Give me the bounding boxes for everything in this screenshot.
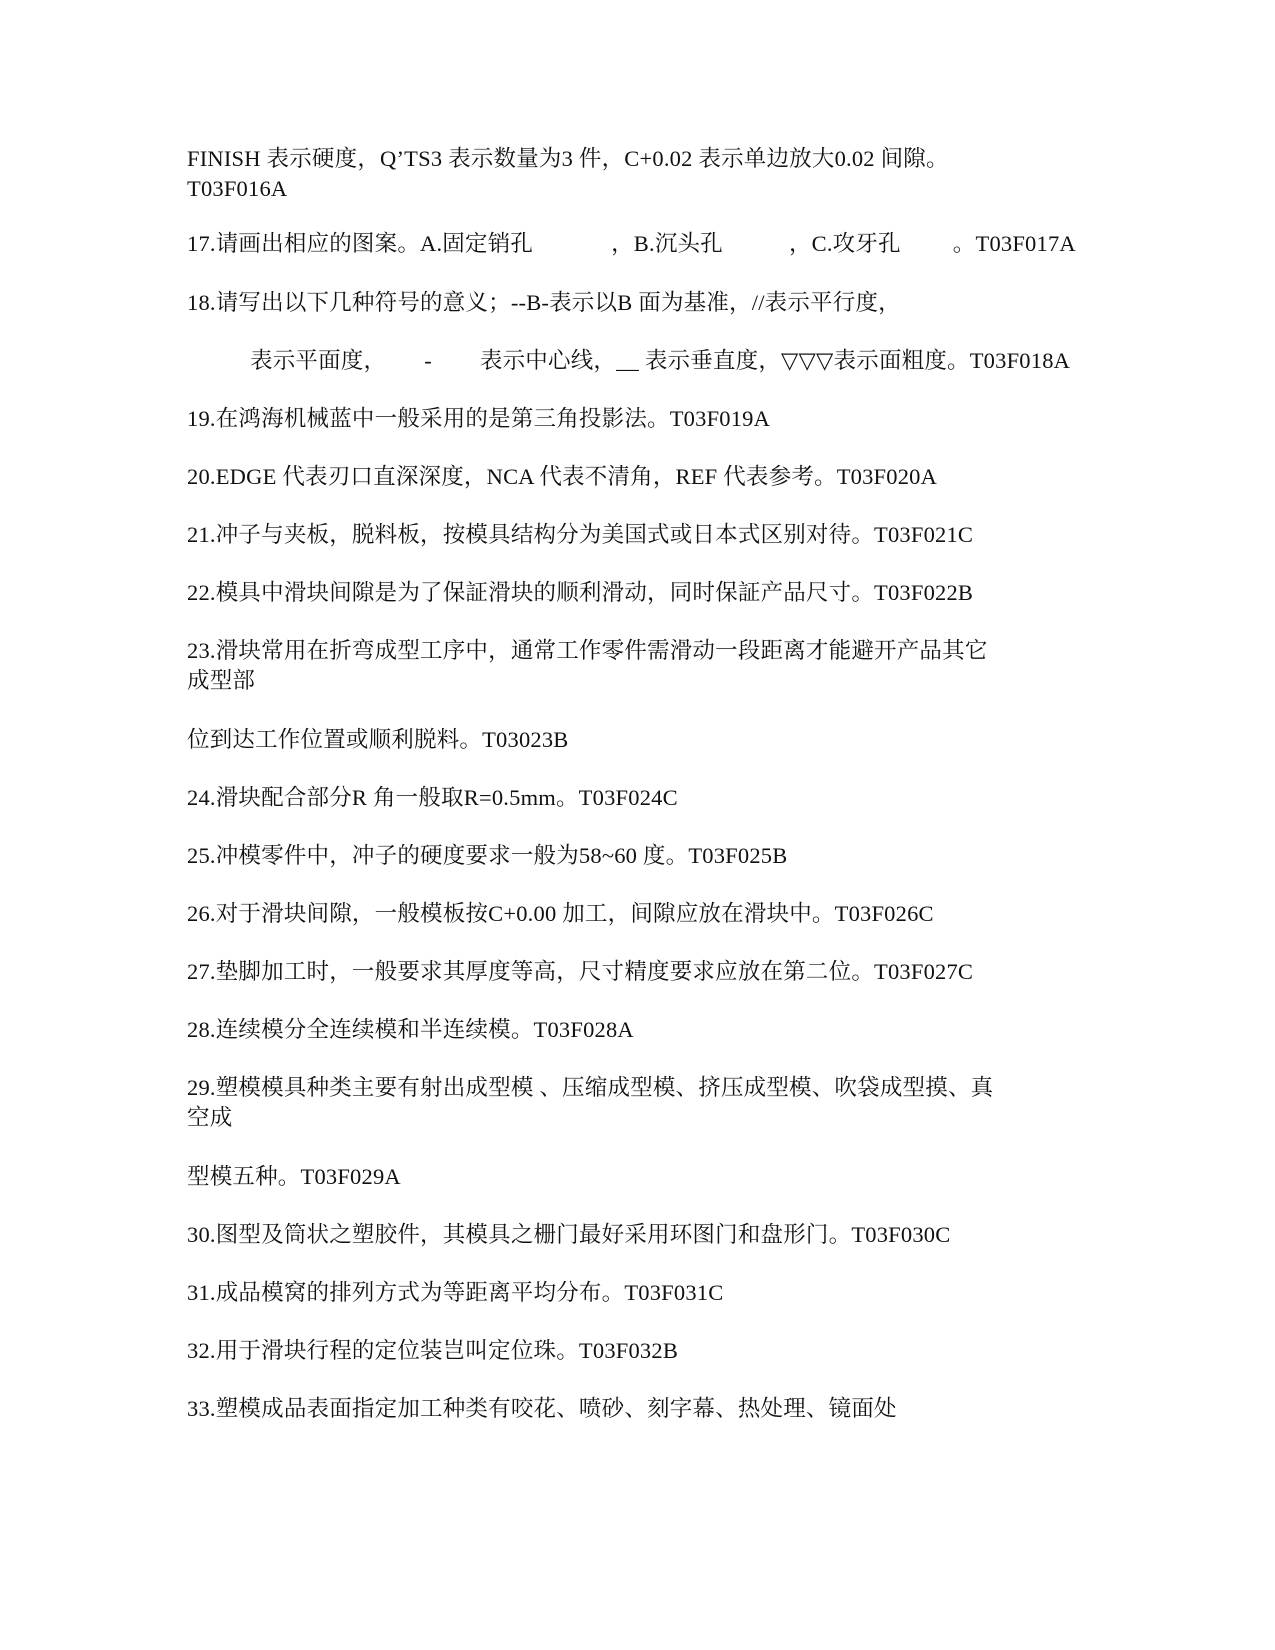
line-19: 19.在鸿海机械蓝中一般采用的是第三角投影法。T03F019A — [187, 406, 771, 431]
line-21: 21.冲子与夹板，脱料板，按模具结构分为美国式或日本式区别对待。T03F021C — [187, 522, 974, 547]
line-29-end: 型模五种。T03F029A — [187, 1164, 401, 1189]
line-24: 24.滑块配合部分R 角一般取R=0.5mm。T03F024C — [187, 785, 678, 810]
line-17 — [187, 229, 1076, 259]
q17-code: 。T03F017A — [952, 231, 1076, 256]
q17-part-a: 17.请画出相应的图案。A.固定销孔 — [187, 231, 534, 256]
line-18: 18.请写出以下几种符号的意义；--B-表示以B 面为基准，//表示平行度， — [187, 290, 901, 315]
line-27: 27.垫脚加工时，一般要求其厚度等高，尺寸精度要求应放在第二位。T03F027C — [187, 959, 974, 984]
line-23-end: 位到达工作位置或顺利脱料。T03023B — [187, 727, 569, 752]
line-25: 25.冲模零件中，冲子的硬度要求一般为58~60 度。T03F025B — [187, 843, 788, 868]
line-20: 20.EDGE 代表刃口直深深度，NCA 代表不清角，REF 代表参考。T03F020A — [187, 464, 938, 489]
line-29: 29.塑模模具种类主要有射出成型模 、压缩成型模、挤压成型模、吹袋成型摸、真 — [187, 1075, 994, 1100]
line-26: 26.对于滑块间隙，一般模板按C+0.00 加工，间隙应放在滑块中。T03F026C — [187, 901, 934, 926]
line-32: 32.用于滑块行程的定位装岂叫定位珠。T03F032B — [187, 1338, 679, 1363]
line-22: 22.模具中滑块间隙是为了保証滑块的顺利滑动，同时保証产品尺寸。T03F022B — [187, 580, 974, 605]
symbols-rest: 表示中心线，__ 表示垂直度，▽▽▽表示面粗度。T03F018A — [479, 348, 1071, 373]
line-code-016: T03F016A — [187, 176, 288, 201]
flatness-text: 表示平面度， — [250, 348, 387, 373]
line-29-cont: 空成 — [187, 1105, 233, 1130]
centerline-symbol: - — [424, 348, 432, 373]
line-33: 33.塑模成品表面指定加工种类有咬花、喷砂、刻字幕、热处理、镜面处 — [187, 1396, 897, 1421]
line-31: 31.成品模窝的排列方式为等距离平均分布。T03F031C — [187, 1280, 724, 1305]
line-finish: FINISH 表示硬度，Q’TS3 表示数量为3 件，C+0.02 表示单边放大0.02 间隙。 — [187, 146, 949, 171]
line-23: 23.滑块常用在折弯成型工序中，通常工作零件需滑动一段距离才能避开产品其它 — [187, 638, 988, 663]
q17-part-c: ，C.攻牙孔 — [788, 231, 901, 256]
line-28: 28.连续模分全连续模和半连续模。T03F028A — [187, 1017, 634, 1042]
line-23-cont: 成型部 — [187, 668, 256, 693]
line-18-symbols — [250, 346, 1070, 376]
line-30: 30.图型及筒状之塑胶件，其模具之栅门最好采用环图门和盘形门。T03F030C — [187, 1222, 951, 1247]
q17-part-b: ，B.沉头孔 — [611, 231, 723, 256]
